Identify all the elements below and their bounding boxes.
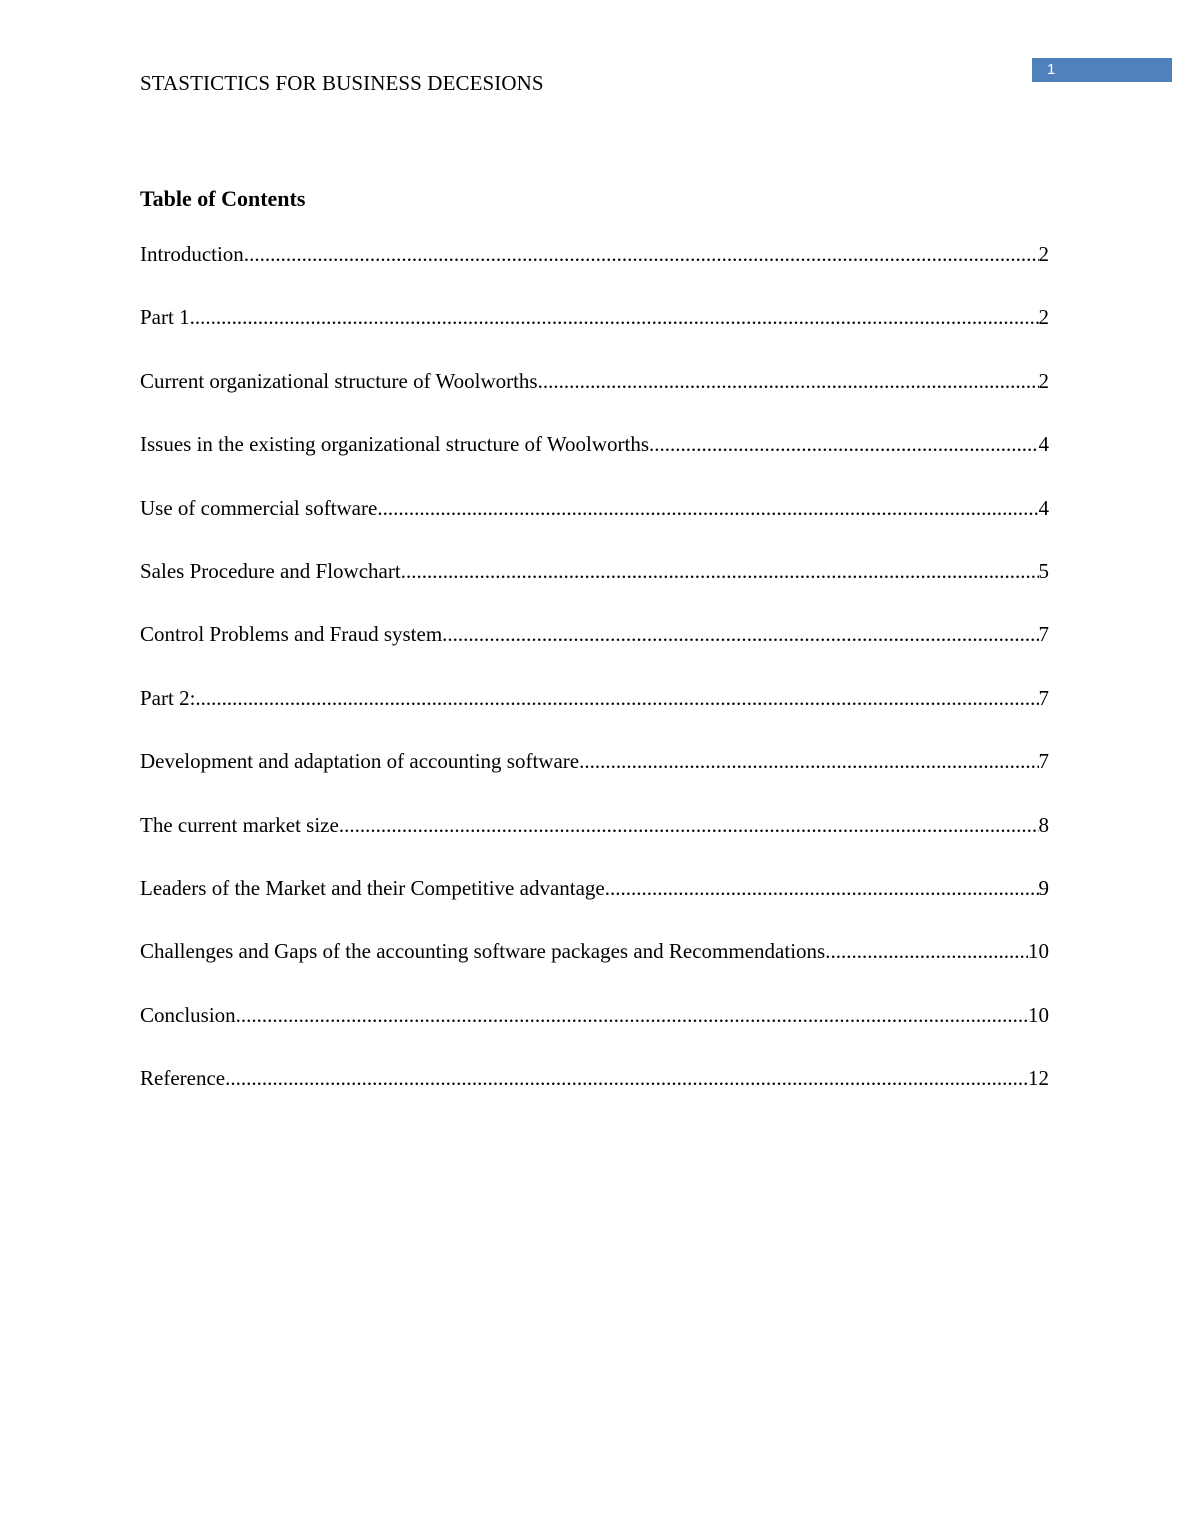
toc-entry-title: Use of commercial software (140, 495, 378, 520)
toc-entry-part-1[interactable] (140, 303, 1049, 366)
toc-entry-development-software[interactable] (140, 747, 1049, 810)
toc-dot-leader (190, 303, 1039, 331)
toc-dot-leader (825, 937, 1028, 965)
toc-entry-title: Conclusion (140, 1002, 236, 1027)
toc-entry-title: Introduction (140, 242, 244, 266)
toc-entry-title: Part 2: (140, 685, 196, 710)
page-number-badge (1032, 58, 1172, 82)
toc-entry-challenges-gaps[interactable] (140, 937, 1049, 1000)
toc-heading: Table of Contents (140, 186, 306, 211)
toc-entry-conclusion[interactable] (140, 1001, 1049, 1064)
table-of-contents (140, 240, 1049, 1127)
toc-entry-title: Development and adaptation of accounting software (140, 749, 580, 774)
toc-entry-title: Leaders of the Market and their Competitive advantage (140, 875, 605, 900)
toc-entry-page: 4 (1038, 495, 1049, 520)
toc-entry-page: 12 (1028, 1066, 1049, 1091)
toc-entry-page: 7 (1038, 622, 1049, 647)
toc-entry-page: 7 (1038, 749, 1049, 774)
toc-dot-leader (579, 747, 1038, 775)
toc-dot-leader (225, 1064, 1028, 1092)
toc-dot-leader (339, 811, 1039, 839)
page-number: 1 (1047, 61, 1056, 78)
toc-entry-page: 10 (1028, 939, 1049, 964)
toc-entry-title: Control Problems and Fraud system (140, 622, 443, 647)
toc-dot-leader (244, 240, 1039, 268)
toc-entry-introduction[interactable] (140, 240, 1049, 303)
toc-entry-page: 2 (1038, 242, 1049, 266)
toc-dot-leader (649, 430, 1038, 458)
toc-dot-leader (401, 557, 1039, 585)
toc-entry-sales-procedure[interactable] (140, 557, 1049, 620)
toc-entry-page: 2 (1038, 368, 1049, 393)
toc-entry-page: 5 (1038, 558, 1049, 583)
toc-entry-current-structure[interactable] (140, 367, 1049, 430)
toc-entry-issues-structure[interactable] (140, 430, 1049, 493)
toc-entry-title: Challenges and Gaps of the accounting software packages and Recommendations (140, 939, 826, 964)
toc-entry-page: 10 (1028, 1002, 1049, 1027)
toc-entry-page: 9 (1038, 875, 1049, 900)
toc-entry-commercial-software[interactable] (140, 494, 1049, 557)
toc-entry-page: 4 (1038, 432, 1049, 457)
toc-dot-leader (442, 620, 1038, 648)
toc-entry-title: Issues in the existing organizational structure of Woolworths (140, 432, 650, 457)
toc-entry-part-2[interactable] (140, 684, 1049, 747)
toc-dot-leader (236, 1001, 1028, 1029)
toc-entry-page: 2 (1038, 305, 1049, 330)
toc-entry-market-leaders[interactable] (140, 874, 1049, 937)
running-header-title: STASTICTICS FOR BUSINESS DECESIONS (140, 71, 544, 95)
toc-entry-title: Sales Procedure and Flowchart (140, 558, 401, 583)
toc-entry-reference[interactable] (140, 1064, 1049, 1127)
toc-entry-page: 7 (1038, 685, 1049, 710)
toc-entry-market-size[interactable] (140, 811, 1049, 874)
toc-dot-leader (195, 684, 1038, 712)
toc-entry-page: 8 (1038, 812, 1049, 837)
toc-dot-leader (377, 494, 1038, 522)
toc-entry-title: The current market size (140, 812, 339, 837)
toc-entry-title: Current organizational structure of Woolworths (140, 368, 538, 393)
toc-dot-leader (605, 874, 1039, 902)
toc-entry-title: Reference (140, 1066, 226, 1091)
toc-entry-control-problems[interactable] (140, 620, 1049, 683)
toc-entry-title: Part 1 (140, 305, 190, 330)
toc-dot-leader (538, 367, 1039, 395)
